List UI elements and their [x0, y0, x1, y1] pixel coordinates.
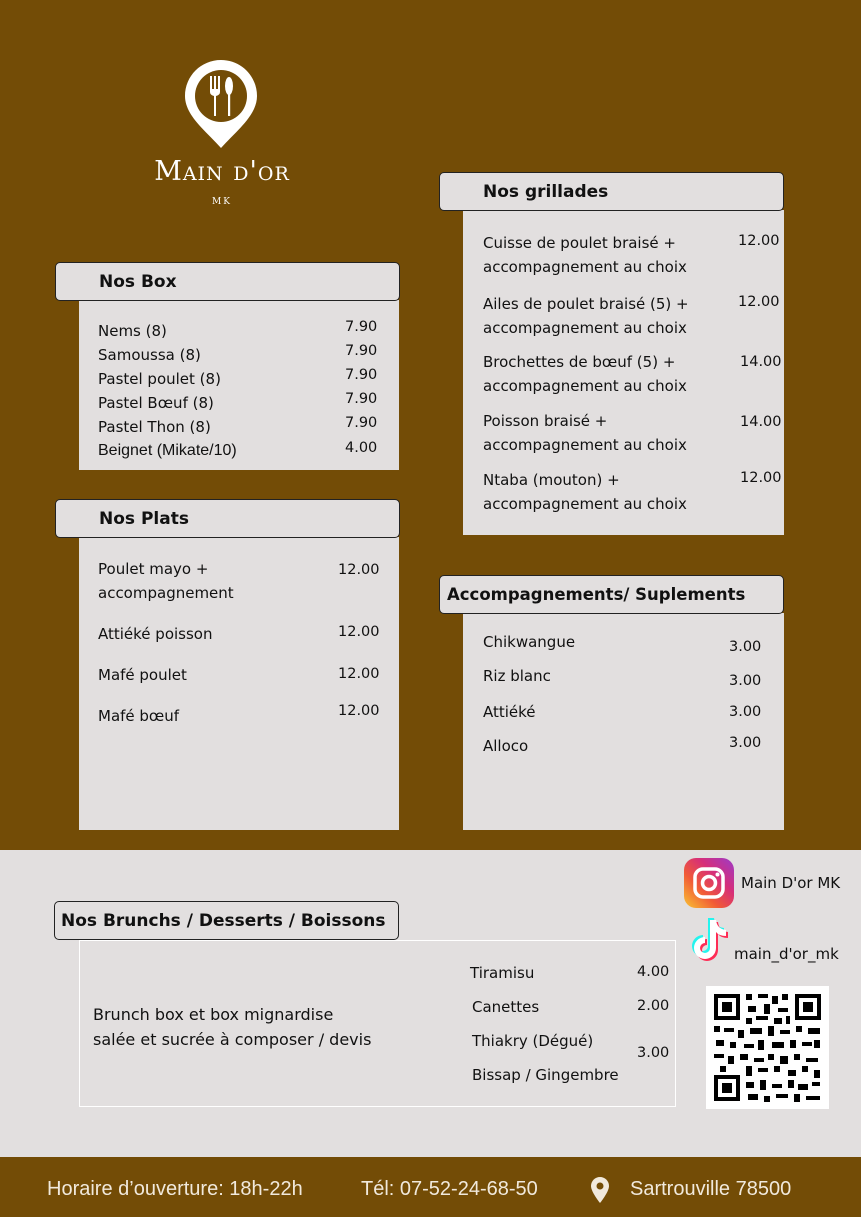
menu-item: Poisson braisé + — [483, 412, 608, 430]
menu-item: Poulet mayo + — [98, 560, 209, 578]
brunch-section-title — [54, 901, 399, 940]
menu-price: 12.00 — [738, 233, 780, 249]
menu-price: 4.00 — [637, 964, 670, 980]
menu-item-detail: accompagnement au choix — [483, 319, 687, 337]
menu-item: Canettes — [472, 998, 540, 1016]
instagram-icon[interactable] — [684, 858, 734, 908]
plats-section-title — [55, 499, 400, 538]
menu-item: Pastel poulet (8) — [98, 370, 221, 388]
restaurant-pin-icon — [183, 58, 259, 150]
menu-price: 12.00 — [338, 624, 380, 640]
menu-price: 4.00 — [345, 440, 378, 456]
menu-price: 7.90 — [345, 415, 378, 431]
menu-item: Cuisse de poulet braisé + — [483, 234, 676, 252]
accomp-title-text: Accompagnements/ Suplements — [447, 585, 746, 604]
menu-price: 3.00 — [729, 735, 762, 751]
menu-item: Pastel Bœuf (8) — [98, 394, 214, 412]
menu-item: Riz blanc — [483, 667, 551, 685]
menu-item: Mafé bœuf — [98, 707, 180, 725]
menu-item: Tiramisu — [470, 964, 535, 982]
menu-item: Attiéké — [483, 703, 536, 721]
menu-item: Nems (8) — [98, 322, 167, 340]
opening-hours: Horaire d’ouverture: 18h-22h — [47, 1178, 303, 1200]
menu-price: 3.00 — [637, 1045, 670, 1061]
menu-item: Mafé poulet — [98, 666, 187, 684]
menu-item: Attiéké poisson — [98, 625, 213, 643]
menu-price: 14.00 — [740, 354, 782, 370]
menu-item: Thiakry (Dégué) — [472, 1032, 594, 1050]
menu-price: 3.00 — [729, 704, 762, 720]
menu-item: Samoussa (8) — [98, 346, 201, 364]
menu-item: Chikwangue — [483, 633, 576, 651]
menu-item: Alloco — [483, 737, 529, 755]
menu-item: Brochettes de bœuf (5) + — [483, 353, 676, 371]
menu-price: 12.00 — [740, 470, 782, 486]
menu-price: 7.90 — [345, 367, 378, 383]
accomp-section-title — [439, 575, 784, 614]
grillades-section-title — [439, 172, 784, 211]
phone-number[interactable]: Tél: 07-52-24-68-50 — [361, 1178, 538, 1200]
brunch-description: Brunch box et box mignardise — [93, 1005, 334, 1024]
menu-item-detail: accompagnement au choix — [483, 436, 687, 454]
menu-item: Beignet (Mikate/10) — [98, 442, 237, 459]
menu-price: 12.00 — [338, 666, 380, 682]
menu-price: 7.90 — [345, 319, 378, 335]
menu-item-detail: accompagnement au choix — [483, 377, 687, 395]
location-text: Sartrouville 78500 — [630, 1178, 792, 1200]
tiktok-handle[interactable]: main_d'or_mk — [734, 945, 839, 963]
menu-item-detail: accompagnement au choix — [483, 258, 687, 276]
brand-name: Main d'or — [154, 156, 290, 187]
box-section-title — [55, 262, 400, 301]
menu-price: 12.00 — [338, 562, 380, 578]
location-pin-icon — [590, 1176, 610, 1204]
menu-price: 14.00 — [740, 414, 782, 430]
menu-item: Ailes de poulet braisé (5) + — [483, 295, 689, 313]
menu-item: Ntaba (mouton) + — [483, 471, 620, 489]
menu-price: 3.00 — [729, 673, 762, 689]
menu-price: 3.00 — [729, 639, 762, 655]
menu-item: Pastel Thon (8) — [98, 418, 211, 436]
box-title-text: Nos Box — [99, 271, 177, 292]
menu-price: 2.00 — [637, 998, 670, 1014]
grillades-title-text: Nos grillades — [483, 181, 609, 202]
menu-price: 7.90 — [345, 343, 378, 359]
brunch-description-2: salée et sucrée à composer / devis — [93, 1030, 372, 1049]
brunch-title-text: Nos Brunchs / Desserts / Boissons — [61, 910, 386, 931]
menu-price: 12.00 — [738, 294, 780, 310]
tiktok-icon[interactable] — [686, 916, 732, 966]
qr-code[interactable] — [706, 986, 829, 1109]
plats-title-text: Nos Plats — [99, 508, 189, 529]
menu-item-detail: accompagnement — [98, 584, 234, 602]
menu-price: 7.90 — [345, 391, 378, 407]
menu-price: 12.00 — [338, 703, 380, 719]
instagram-handle[interactable]: Main D'or MK — [741, 874, 841, 892]
brand-sub: MK — [212, 197, 232, 207]
menu-item-detail: accompagnement au choix — [483, 495, 687, 513]
menu-item: Bissap / Gingembre — [472, 1066, 619, 1084]
